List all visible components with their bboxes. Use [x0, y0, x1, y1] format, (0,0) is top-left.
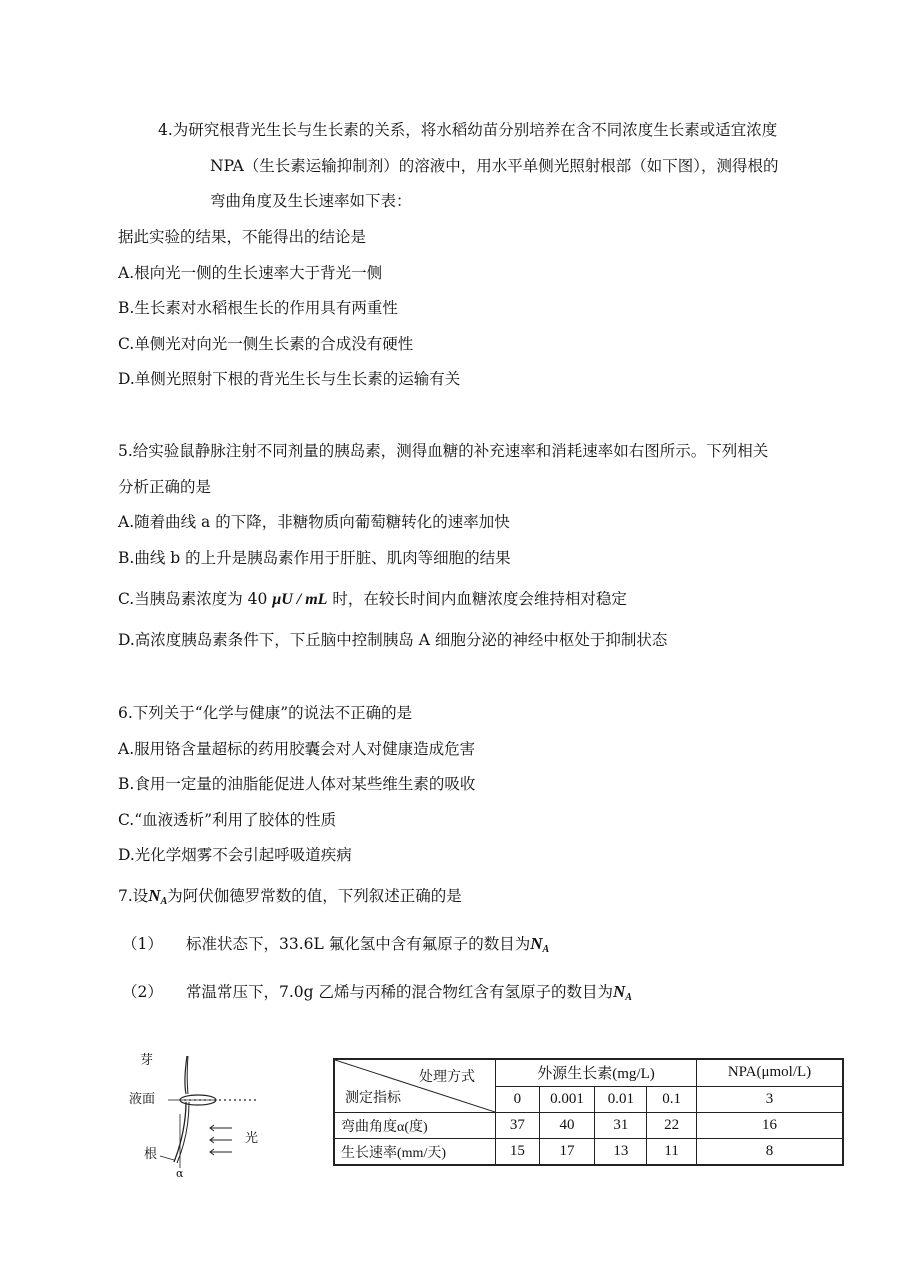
- avogadro-n: N: [148, 886, 161, 905]
- table-cell: 37: [496, 1113, 540, 1139]
- q5-line-1: 5.给实验鼠静脉注射不同剂量的胰岛素，测得血糖的补充速率和消耗速率如右图所示。下列相关: [118, 442, 769, 460]
- table-cell: 13: [595, 1139, 647, 1166]
- bud-label: 芽: [140, 1053, 154, 1068]
- table-cell: 16: [697, 1113, 844, 1139]
- conc-cell: 0.001: [539, 1086, 595, 1113]
- q4-line-1: 4.为研究根背光生长与生长素的关系，将水稻幼苗分别培养在含不同浓度生长素或适宜浓度: [158, 121, 778, 139]
- light-label: 光: [245, 1131, 259, 1146]
- q5-option-d: D.高浓度胰岛素条件下，下丘脑中控制胰岛 A 细胞分泌的神经中枢处于抑制状态: [118, 631, 668, 649]
- root-pointer: [160, 1156, 174, 1160]
- avogadro-n: N: [613, 982, 626, 1001]
- table-cell: 31: [595, 1113, 647, 1139]
- avogadro-n: N: [530, 934, 543, 953]
- q5-option-a: A.随着曲线 a 的下降，非糖物质向葡萄糖转化的速率加快: [118, 513, 510, 531]
- q4-line-3: 弯曲角度及生长速率如下表：: [210, 192, 412, 210]
- results-table: [333, 1058, 844, 1166]
- q7-stem: [118, 886, 462, 912]
- q4-option-b: B.生长素对水稻根生长的作用具有两重性: [118, 299, 398, 317]
- q5-line-2: 分析正确的是: [118, 478, 212, 496]
- table-cell: 15: [496, 1139, 540, 1166]
- q5-option-c-prefix: C.当胰岛素浓度为 40: [118, 590, 268, 608]
- row-label: 弯曲角度α(度): [334, 1113, 496, 1139]
- q4-option-d: D.单侧光照射下根的背光生长与生长素的运输有关: [118, 370, 461, 388]
- avogadro-sub: A: [542, 944, 550, 955]
- conc-cell: 0: [496, 1086, 540, 1113]
- q5-option-c-suffix: 时，在较长时间内血糖浓度会维持相对稳定: [332, 590, 627, 608]
- q7-stem-prefix: 7.设: [118, 887, 149, 905]
- table-header-row: [334, 1059, 843, 1086]
- conc-cell: 0.01: [595, 1086, 647, 1113]
- q4-stem: 据此实验的结果，不能得出的结论是: [118, 228, 367, 246]
- light-arrows: [210, 1125, 232, 1155]
- shoot-line-2: [187, 1056, 188, 1094]
- npa-group-header: NPA(μmol/L): [697, 1059, 844, 1086]
- q4-option-c: C.单侧光对向光一侧生长素的合成没有硬性: [118, 335, 414, 353]
- conc-cell: 3: [697, 1086, 844, 1113]
- conc-cell: 0.1: [647, 1086, 697, 1113]
- insulin-unit: μU / mL: [272, 591, 328, 608]
- table-cell: 11: [647, 1139, 697, 1166]
- q6-option-a: A.服用铬含量超标的药用胶囊会对人对健康造成危害: [118, 740, 476, 758]
- q7-item-2-text: 常温常压下，7.0g 乙烯与丙稀的混合物红含有氢原子的数目为: [186, 983, 614, 1001]
- alpha-label: α: [176, 1167, 184, 1180]
- shoot-line: [185, 1056, 187, 1094]
- table-cell: 40: [539, 1113, 595, 1139]
- treatment-header: 处理方式: [419, 1070, 475, 1085]
- q7-stem-suffix: 为阿伏伽德罗常数的值，下列叙述正确的是: [167, 887, 462, 905]
- measure-header: 测定指标: [345, 1091, 401, 1106]
- table-cell: 8: [697, 1139, 844, 1166]
- q7-item-1-text: 标准状态下，33.6L 氟化氢中含有氟原子的数目为: [186, 935, 531, 953]
- q7-item-2: [186, 982, 632, 1008]
- seedling-figure: [129, 1050, 290, 1180]
- q6-option-d: D.光化学烟雾不会引起呼吸道疾病: [118, 846, 352, 864]
- table-row: [334, 1139, 843, 1166]
- avogadro-symbol: [530, 934, 549, 953]
- row-label: 生长速率(mm/天): [334, 1139, 496, 1166]
- q7-item-2-number: （2）: [122, 983, 163, 1001]
- q7-item-1: [186, 934, 549, 960]
- avogadro-symbol: [148, 886, 167, 905]
- avogadro-sub: A: [625, 992, 632, 1003]
- q7-item-1-number: （1）: [122, 935, 163, 953]
- q5-option-c: [118, 589, 627, 610]
- root-label: 根: [144, 1147, 158, 1162]
- table-cell: 17: [539, 1139, 595, 1166]
- table-cell: 22: [647, 1113, 697, 1139]
- seedling-diagram: [140, 1050, 290, 1180]
- diagonal-header-cell: [334, 1059, 496, 1113]
- q6-stem: 6.下列关于“化学与健康”的说法不正确的是: [118, 704, 413, 722]
- table-row: [334, 1113, 843, 1139]
- q4-option-a: A.根向光一侧的生长速率大于背光一侧: [118, 264, 383, 282]
- q6-option-c: C.“血液透析”利用了胶体的性质: [118, 811, 337, 829]
- q6-option-b: B.食用一定量的油脂能促进人体对某些维生素的吸收: [118, 775, 476, 793]
- avogadro-sub: A: [160, 896, 168, 907]
- q4-line-2: NPA（生长素运输抑制剂）的溶液中，用水平单侧光照射根部（如下图），测得根的: [210, 157, 779, 175]
- iaa-group-header: 外源生长素(mg/L): [496, 1059, 697, 1086]
- surface-label: 液面: [129, 1092, 156, 1107]
- avogadro-symbol: [613, 982, 632, 1001]
- q5-option-b: B.曲线 b 的上升是胰岛素作用于肝脏、肌肉等细胞的结果: [118, 549, 511, 567]
